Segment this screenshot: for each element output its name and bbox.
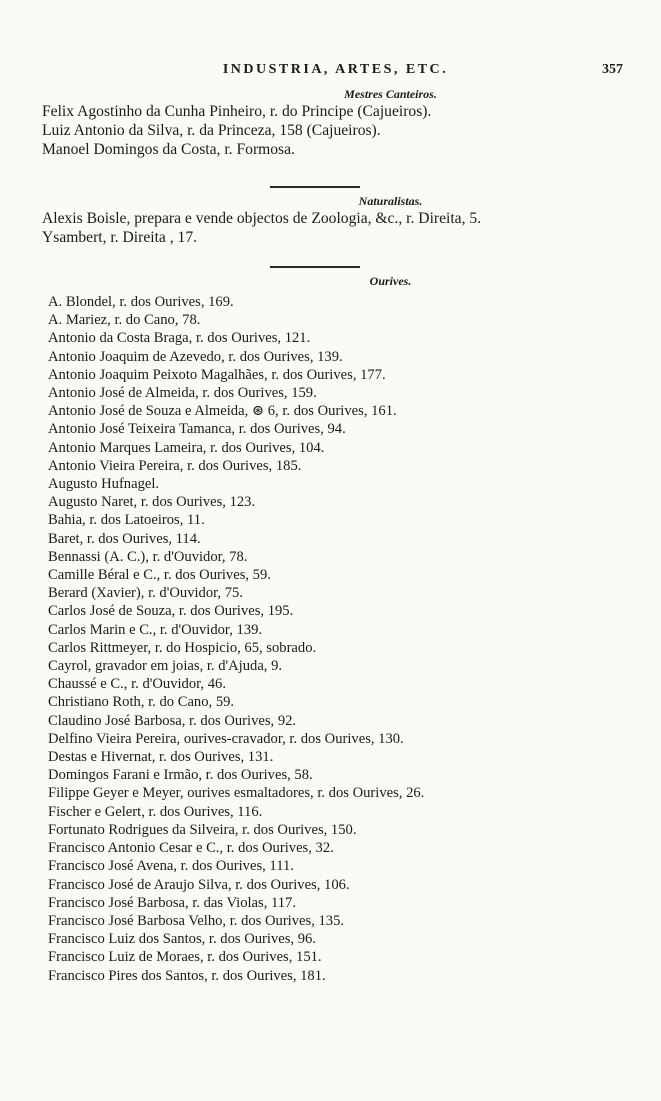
directory-entry: Francisco Luiz de Moraes, r. dos Ourives, 151.	[48, 949, 322, 966]
directory-entry: Delfino Vieira Pereira, ourives-cravador, r. dos Ourives, 130.	[48, 730, 404, 747]
directory-entry: Francisco Pires dos Santos, r. dos Ourives, 181.	[48, 967, 326, 984]
directory-entry: Fortunato Rodrigues da Silveira, r. dos Ourives, 150.	[48, 821, 357, 838]
directory-entry: Fischer e Gelert, r. dos Ourives, 116.	[48, 803, 263, 820]
section-ourives	[0, 258, 661, 985]
directory-entry: Antonio Joaquim de Azevedo, r. dos Ourives, 139.	[48, 348, 343, 365]
directory-entry: Baret, r. dos Ourives, 114.	[48, 530, 201, 547]
directory-entry: Antonio Joaquim Peixoto Magalhães, r. dos Ourives, 177.	[48, 366, 386, 383]
directory-entry: A. Blondel, r. dos Ourives, 169.	[48, 294, 234, 310]
directory-entry: Manoel Domingos da Costa, r. Formosa.	[42, 141, 295, 158]
directory-entry: Alexis Boisle, prepara e vende objectos de Zoologia, &c., r. Direita, 5.	[42, 210, 482, 227]
directory-entry: Francisco Luiz dos Santos, r. dos Ourives, 96.	[48, 931, 316, 948]
section-divider	[270, 186, 360, 188]
directory-entry: Antonio José de Souza e Almeida, ⊛ 6, r. dos Ourives, 161.	[48, 403, 397, 420]
directory-entry: A. Mariez, r. do Cano, 78.	[48, 312, 201, 329]
directory-entry: Felix Agostinho da Cunha Pinheiro, r. do Principe (Cajueiros).	[42, 103, 432, 120]
directory-entry: Antonio Marques Lameira, r. dos Ourives, 104.	[48, 439, 325, 456]
directory-entry: Augusto Naret, r. dos Ourives, 123.	[48, 494, 256, 511]
directory-entry: Antonio da Costa Braga, r. dos Ourives, 121.	[48, 330, 311, 347]
directory-entry: Antonio José Teixeira Tamanca, r. dos Ourives, 94.	[48, 421, 346, 438]
directory-entry: Augusto Hufnagel.	[48, 476, 160, 493]
directory-entry: Cayrol, gravador em joias, r. d'Ajuda, 9.	[48, 658, 283, 675]
directory-entry: Carlos Rittmeyer, r. do Hospicio, 65, sobrado.	[48, 639, 317, 656]
directory-entry: Francisco José Avena, r. dos Ourives, 111.	[48, 858, 294, 875]
directory-entry: Domingos Farani e Irmão, r. dos Ourives, 58.	[48, 767, 313, 784]
directory-entry: Ysambert, r. Direita , 17.	[42, 229, 198, 246]
directory-entry: Claudino José Barbosa, r. dos Ourives, 92.	[48, 712, 297, 729]
directory-entry: Bennassi (A. C.), r. d'Ouvidor, 78.	[48, 548, 248, 565]
section-title: Mestres Canteiros.	[344, 87, 437, 101]
directory-entry: Carlos José de Souza, r. dos Ourives, 195.	[48, 603, 294, 620]
directory-entry: Filippe Geyer e Meyer, ourives esmaltadores, r. dos Ourives, 26.	[48, 785, 425, 802]
section-divider	[270, 266, 360, 268]
directory-entry: Francisco José Barbosa Velho, r. dos Ourives, 135.	[48, 912, 345, 929]
directory-entry: Bahia, r. dos Latoeiros, 11.	[48, 512, 205, 529]
directory-entry: Carlos Marin e C., r. d'Ouvidor, 139.	[48, 621, 263, 638]
entry-list	[0, 293, 661, 985]
directory-entry: Berard (Xavier), r. d'Ouvidor, 75.	[48, 585, 243, 602]
section-naturalistas	[0, 178, 661, 247]
running-header: INDUSTRIA, ARTES, ETC.	[222, 62, 449, 77]
directory-entry: Antonio Vieira Pereira, r. dos Ourives, 185.	[48, 457, 302, 474]
section-mestres-canteiros	[0, 87, 661, 159]
entry-list	[0, 209, 661, 247]
directory-entry: Francisco Antonio Cesar e C., r. dos Ourives, 32.	[48, 840, 334, 857]
entry-list	[0, 102, 661, 159]
directory-entry: Francisco José Barbosa, r. das Violas, 117.	[48, 894, 296, 911]
directory-entry: Luiz Antonio da Silva, r. da Princeza, 158 (Cajueiros).	[42, 122, 381, 139]
directory-entry: Destas e Hivernat, r. dos Ourives, 131.	[48, 749, 274, 766]
section-title: Ourives.	[369, 274, 412, 288]
directory-entry: Chaussé e C., r. d'Ouvidor, 46.	[48, 676, 226, 693]
directory-entry: Antonio José de Almeida, r. dos Ourives, 159.	[48, 385, 317, 402]
directory-entry: Christiano Roth, r. do Cano, 59.	[48, 694, 235, 711]
directory-entry: Camille Béral e C., r. dos Ourives, 59.	[48, 567, 271, 584]
section-title: Naturalistas.	[358, 194, 423, 208]
directory-entry: Francisco José de Araujo Silva, r. dos Ourives, 106.	[48, 876, 350, 893]
page-number: 357	[602, 62, 623, 77]
